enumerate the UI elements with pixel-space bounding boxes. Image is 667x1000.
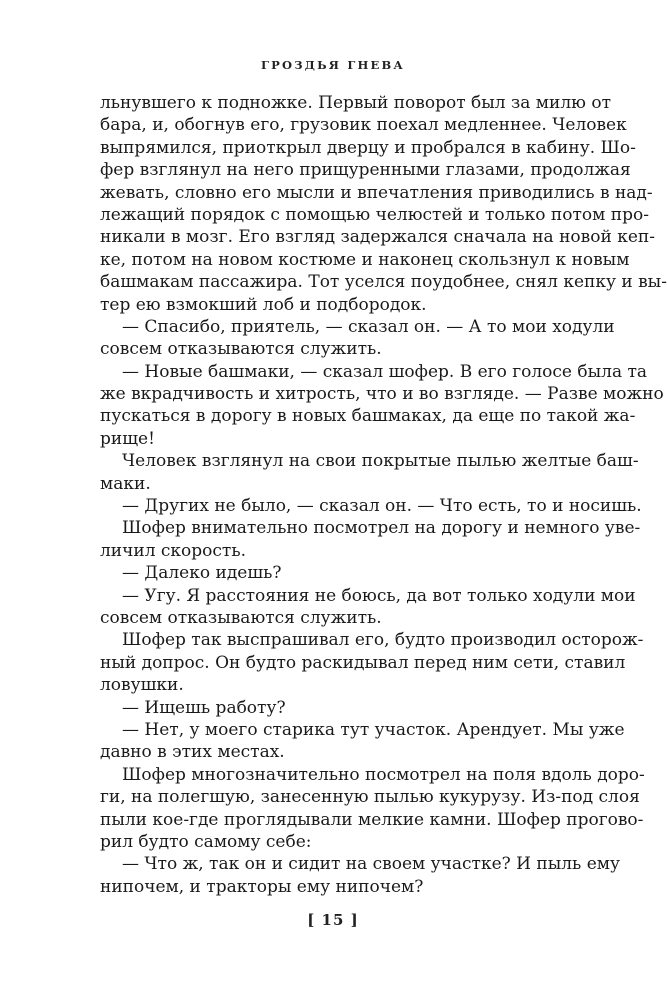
text-line: рище! xyxy=(100,428,155,449)
text-line: лежащий порядок с помощью челюстей и только потом про- xyxy=(100,204,649,225)
running-head: ГРОЗДЬЯ ГНЕВА xyxy=(260,58,405,72)
text-line: — Других не было, — сказал он. — Что есть, то и носишь. xyxy=(122,496,642,517)
text-line: ный допрос. Он будто раскидывал перед ним сети, ставил xyxy=(100,652,626,673)
text-line: никали в мозг. Его взгляд задержался сначала на новой кеп- xyxy=(100,227,655,248)
text-line: ги, на полегшую, занесенную пылью кукурузу. Из-под слоя xyxy=(100,787,640,808)
text-line: — Новые башмаки, — сказал шофер. В его голосе была та xyxy=(122,361,648,382)
text-line: Человек взглянул на свои покрытые пылью желтые баш- xyxy=(122,451,639,472)
text-line: башмакам пассажира. Тот уселся поудобнее, снял кепку и вы- xyxy=(100,272,667,293)
text-line: пускаться в дорогу в новых башмаках, да еще по такой жа- xyxy=(100,406,636,427)
text-line: тер ею взмокший лоб и подбородок. xyxy=(100,294,427,315)
text-line: выпрямился, приоткрыл дверцу и пробрался в кабину. Шо- xyxy=(100,137,636,158)
text-line: пыли кое-где проглядывали мелкие камни. Шофер прогово- xyxy=(100,809,644,830)
text-line: — Далеко идешь? xyxy=(122,563,282,584)
text-line: льнувшего к подножке. Первый поворот был за милю от xyxy=(100,93,612,113)
text-line: совсем отказываются служить. xyxy=(100,339,382,360)
text-line: Шофер многозначительно посмотрел на поля вдоль доро- xyxy=(122,764,645,785)
body-text xyxy=(100,92,667,898)
text-line: бара, и, обогнув его, грузовик поехал медленнее. Человек xyxy=(100,115,627,136)
text-line: — Нет, у моего старика тут участок. Арендует. Мы уже xyxy=(122,719,625,740)
text-line: давно в этих местах. xyxy=(100,742,285,763)
text-line: маки. xyxy=(100,473,151,494)
text-line: же вкрадчивость и хитрость, что и во взгляде. — Разве можно xyxy=(100,384,664,405)
text-line: ловушки. xyxy=(100,675,184,696)
text-line: ке, потом на новом костюме и наконец скользнул к новым xyxy=(100,249,630,270)
text-line: — Угу. Я расстояния не боюсь, да вот только ходули мои xyxy=(122,585,636,606)
text-line: рил будто самому себе: xyxy=(100,831,312,852)
text-line: личил скорость. xyxy=(100,540,246,561)
text-line: фер взглянул на него прищуренными глазами, продолжая xyxy=(100,160,631,181)
text-line: Шофер внимательно посмотрел на дорогу и немного уве- xyxy=(122,518,641,539)
page-number: [ 15 ] xyxy=(307,911,359,929)
text-line: — Ищешь работу? xyxy=(122,697,286,718)
text-line: — Спасибо, приятель, — сказал он. — А то мои ходули xyxy=(122,316,615,337)
text-line: Шофер так выспрашивал его, будто производил осторож- xyxy=(122,630,644,651)
text-line: — Что ж, так он и сидит на своем участке? И пыль ему xyxy=(122,854,620,875)
text-line: совсем отказываются служить. xyxy=(100,607,382,628)
text-line: нипочем, и тракторы ему нипочем? xyxy=(100,876,424,897)
text-line: жевать, словно его мысли и впечатления приводились в над- xyxy=(100,182,653,203)
